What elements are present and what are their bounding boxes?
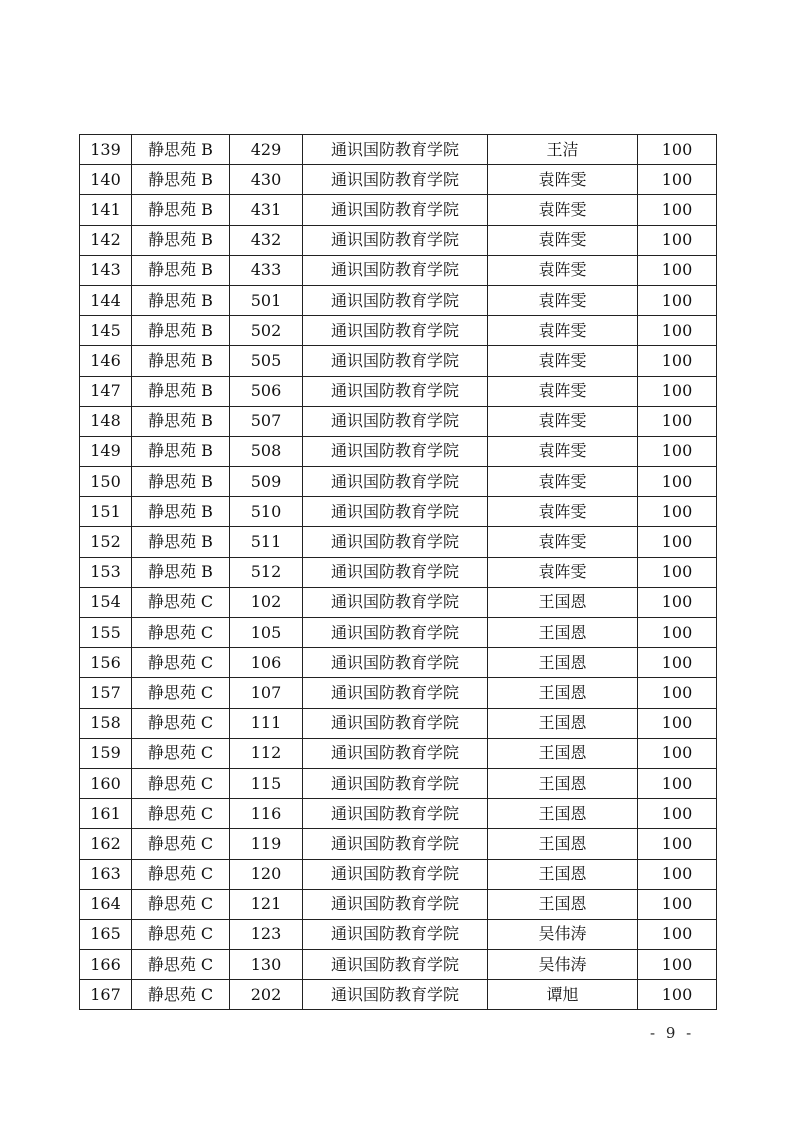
table-row [80, 467, 717, 497]
score-cell: 100 [638, 889, 717, 919]
college-cell: 通识国防教育学院 [303, 829, 488, 859]
person-cell: 吴伟涛 [488, 919, 638, 949]
room-number-cell: 120 [230, 859, 303, 889]
score-cell: 100 [638, 708, 717, 738]
row-index-cell: 146 [80, 346, 132, 376]
row-index-cell: 161 [80, 799, 132, 829]
person-cell: 袁阵雯 [488, 557, 638, 587]
person-cell: 袁阵雯 [488, 527, 638, 557]
room-number-cell: 107 [230, 678, 303, 708]
college-cell: 通识国防教育学院 [303, 285, 488, 315]
score-cell: 100 [638, 919, 717, 949]
row-index-cell: 147 [80, 376, 132, 406]
room-number-cell: 202 [230, 980, 303, 1010]
score-cell: 100 [638, 467, 717, 497]
building-cell: 静思苑 B [132, 225, 230, 255]
score-cell: 100 [638, 135, 717, 165]
room-number-cell: 102 [230, 587, 303, 617]
room-number-cell: 501 [230, 285, 303, 315]
table-row [80, 799, 717, 829]
room-number-cell: 508 [230, 436, 303, 466]
building-cell: 静思苑 C [132, 648, 230, 678]
score-cell: 100 [638, 587, 717, 617]
score-cell: 100 [638, 436, 717, 466]
person-cell: 袁阵雯 [488, 467, 638, 497]
score-cell: 100 [638, 225, 717, 255]
person-cell: 王国恩 [488, 799, 638, 829]
score-cell: 100 [638, 829, 717, 859]
building-cell: 静思苑 C [132, 919, 230, 949]
building-cell: 静思苑 C [132, 618, 230, 648]
building-cell: 静思苑 C [132, 768, 230, 798]
room-number-cell: 509 [230, 467, 303, 497]
room-number-cell: 123 [230, 919, 303, 949]
row-index-cell: 150 [80, 467, 132, 497]
building-cell: 静思苑 C [132, 889, 230, 919]
score-cell: 100 [638, 165, 717, 195]
score-cell: 100 [638, 316, 717, 346]
table-row [80, 376, 717, 406]
person-cell: 袁阵雯 [488, 376, 638, 406]
building-cell: 静思苑 B [132, 346, 230, 376]
room-number-cell: 512 [230, 557, 303, 587]
score-cell: 100 [638, 618, 717, 648]
college-cell: 通识国防教育学院 [303, 557, 488, 587]
row-index-cell: 162 [80, 829, 132, 859]
row-index-cell: 164 [80, 889, 132, 919]
person-cell: 王国恩 [488, 829, 638, 859]
college-cell: 通识国防教育学院 [303, 919, 488, 949]
table-row [80, 980, 717, 1010]
score-cell: 100 [638, 497, 717, 527]
table-row [80, 225, 717, 255]
building-cell: 静思苑 B [132, 285, 230, 315]
college-cell: 通识国防教育学院 [303, 497, 488, 527]
building-cell: 静思苑 B [132, 527, 230, 557]
row-index-cell: 143 [80, 255, 132, 285]
table-row [80, 557, 717, 587]
room-number-cell: 116 [230, 799, 303, 829]
score-cell: 100 [638, 195, 717, 225]
row-index-cell: 166 [80, 950, 132, 980]
person-cell: 袁阵雯 [488, 346, 638, 376]
building-cell: 静思苑 B [132, 255, 230, 285]
row-index-cell: 154 [80, 587, 132, 617]
person-cell: 王国恩 [488, 738, 638, 768]
building-cell: 静思苑 B [132, 436, 230, 466]
college-cell: 通识国防教育学院 [303, 648, 488, 678]
table-row [80, 436, 717, 466]
building-cell: 静思苑 B [132, 557, 230, 587]
score-cell: 100 [638, 557, 717, 587]
room-number-cell: 130 [230, 950, 303, 980]
college-cell: 通识国防教育学院 [303, 587, 488, 617]
score-cell: 100 [638, 527, 717, 557]
college-cell: 通识国防教育学院 [303, 406, 488, 436]
room-number-cell: 429 [230, 135, 303, 165]
table-row [80, 889, 717, 919]
college-cell: 通识国防教育学院 [303, 255, 488, 285]
room-number-cell: 433 [230, 255, 303, 285]
table-row [80, 316, 717, 346]
score-cell: 100 [638, 376, 717, 406]
building-cell: 静思苑 B [132, 376, 230, 406]
row-index-cell: 152 [80, 527, 132, 557]
building-cell: 静思苑 C [132, 708, 230, 738]
row-index-cell: 159 [80, 738, 132, 768]
person-cell: 袁阵雯 [488, 316, 638, 346]
room-number-cell: 105 [230, 618, 303, 648]
person-cell: 袁阵雯 [488, 497, 638, 527]
person-cell: 王国恩 [488, 859, 638, 889]
person-cell: 袁阵雯 [488, 225, 638, 255]
person-cell: 袁阵雯 [488, 255, 638, 285]
row-index-cell: 160 [80, 768, 132, 798]
table-row [80, 648, 717, 678]
table-row [80, 829, 717, 859]
building-cell: 静思苑 C [132, 678, 230, 708]
person-cell: 谭旭 [488, 980, 638, 1010]
table-row [80, 618, 717, 648]
row-index-cell: 158 [80, 708, 132, 738]
table-row [80, 195, 717, 225]
table-body [80, 135, 717, 1010]
score-cell: 100 [638, 678, 717, 708]
table-row [80, 950, 717, 980]
score-cell: 100 [638, 980, 717, 1010]
room-number-cell: 432 [230, 225, 303, 255]
building-cell: 静思苑 C [132, 799, 230, 829]
row-index-cell: 157 [80, 678, 132, 708]
college-cell: 通识国防教育学院 [303, 135, 488, 165]
building-cell: 静思苑 C [132, 829, 230, 859]
college-cell: 通识国防教育学院 [303, 527, 488, 557]
table-row [80, 135, 717, 165]
room-number-cell: 119 [230, 829, 303, 859]
row-index-cell: 148 [80, 406, 132, 436]
room-number-cell: 430 [230, 165, 303, 195]
row-index-cell: 141 [80, 195, 132, 225]
college-cell: 通识国防教育学院 [303, 859, 488, 889]
college-cell: 通识国防教育学院 [303, 195, 488, 225]
dormitory-score-table [79, 134, 717, 1010]
dormitory-score-table-wrapper [79, 134, 716, 1010]
score-cell: 100 [638, 285, 717, 315]
score-cell: 100 [638, 406, 717, 436]
row-index-cell: 156 [80, 648, 132, 678]
person-cell: 王国恩 [488, 648, 638, 678]
score-cell: 100 [638, 950, 717, 980]
table-row [80, 859, 717, 889]
building-cell: 静思苑 C [132, 587, 230, 617]
table-row [80, 768, 717, 798]
room-number-cell: 511 [230, 527, 303, 557]
building-cell: 静思苑 B [132, 316, 230, 346]
score-cell: 100 [638, 738, 717, 768]
person-cell: 袁阵雯 [488, 285, 638, 315]
score-cell: 100 [638, 859, 717, 889]
room-number-cell: 115 [230, 768, 303, 798]
college-cell: 通识国防教育学院 [303, 738, 488, 768]
person-cell: 袁阵雯 [488, 436, 638, 466]
person-cell: 王国恩 [488, 768, 638, 798]
room-number-cell: 506 [230, 376, 303, 406]
college-cell: 通识国防教育学院 [303, 678, 488, 708]
college-cell: 通识国防教育学院 [303, 225, 488, 255]
score-cell: 100 [638, 346, 717, 376]
row-index-cell: 167 [80, 980, 132, 1010]
person-cell: 吴伟涛 [488, 950, 638, 980]
table-row [80, 497, 717, 527]
score-cell: 100 [638, 799, 717, 829]
college-cell: 通识国防教育学院 [303, 980, 488, 1010]
room-number-cell: 121 [230, 889, 303, 919]
table-row [80, 587, 717, 617]
score-cell: 100 [638, 255, 717, 285]
college-cell: 通识国防教育学院 [303, 346, 488, 376]
table-row [80, 255, 717, 285]
college-cell: 通识国防教育学院 [303, 165, 488, 195]
building-cell: 静思苑 C [132, 859, 230, 889]
room-number-cell: 505 [230, 346, 303, 376]
room-number-cell: 431 [230, 195, 303, 225]
college-cell: 通识国防教育学院 [303, 467, 488, 497]
page-number: - 9 - [650, 1024, 695, 1042]
building-cell: 静思苑 C [132, 950, 230, 980]
building-cell: 静思苑 B [132, 165, 230, 195]
building-cell: 静思苑 B [132, 195, 230, 225]
building-cell: 静思苑 B [132, 467, 230, 497]
room-number-cell: 112 [230, 738, 303, 768]
building-cell: 静思苑 B [132, 135, 230, 165]
row-index-cell: 165 [80, 919, 132, 949]
college-cell: 通识国防教育学院 [303, 316, 488, 346]
building-cell: 静思苑 B [132, 406, 230, 436]
table-row [80, 527, 717, 557]
room-number-cell: 507 [230, 406, 303, 436]
room-number-cell: 502 [230, 316, 303, 346]
person-cell: 王国恩 [488, 587, 638, 617]
building-cell: 静思苑 B [132, 497, 230, 527]
building-cell: 静思苑 C [132, 980, 230, 1010]
college-cell: 通识国防教育学院 [303, 768, 488, 798]
college-cell: 通识国防教育学院 [303, 950, 488, 980]
row-index-cell: 139 [80, 135, 132, 165]
table-row [80, 738, 717, 768]
college-cell: 通识国防教育学院 [303, 708, 488, 738]
person-cell: 王国恩 [488, 618, 638, 648]
table-row [80, 285, 717, 315]
table-row [80, 406, 717, 436]
college-cell: 通识国防教育学院 [303, 376, 488, 406]
college-cell: 通识国防教育学院 [303, 889, 488, 919]
table-row [80, 708, 717, 738]
college-cell: 通识国防教育学院 [303, 618, 488, 648]
building-cell: 静思苑 C [132, 738, 230, 768]
person-cell: 王国恩 [488, 708, 638, 738]
row-index-cell: 155 [80, 618, 132, 648]
person-cell: 王国恩 [488, 889, 638, 919]
score-cell: 100 [638, 768, 717, 798]
row-index-cell: 140 [80, 165, 132, 195]
row-index-cell: 163 [80, 859, 132, 889]
person-cell: 王洁 [488, 135, 638, 165]
room-number-cell: 106 [230, 648, 303, 678]
college-cell: 通识国防教育学院 [303, 436, 488, 466]
score-cell: 100 [638, 648, 717, 678]
college-cell: 通识国防教育学院 [303, 799, 488, 829]
person-cell: 王国恩 [488, 678, 638, 708]
person-cell: 袁阵雯 [488, 195, 638, 225]
row-index-cell: 151 [80, 497, 132, 527]
table-row [80, 678, 717, 708]
row-index-cell: 144 [80, 285, 132, 315]
table-row [80, 346, 717, 376]
room-number-cell: 510 [230, 497, 303, 527]
row-index-cell: 145 [80, 316, 132, 346]
person-cell: 袁阵雯 [488, 165, 638, 195]
room-number-cell: 111 [230, 708, 303, 738]
table-row [80, 919, 717, 949]
table-row [80, 165, 717, 195]
row-index-cell: 153 [80, 557, 132, 587]
row-index-cell: 149 [80, 436, 132, 466]
person-cell: 袁阵雯 [488, 406, 638, 436]
row-index-cell: 142 [80, 225, 132, 255]
